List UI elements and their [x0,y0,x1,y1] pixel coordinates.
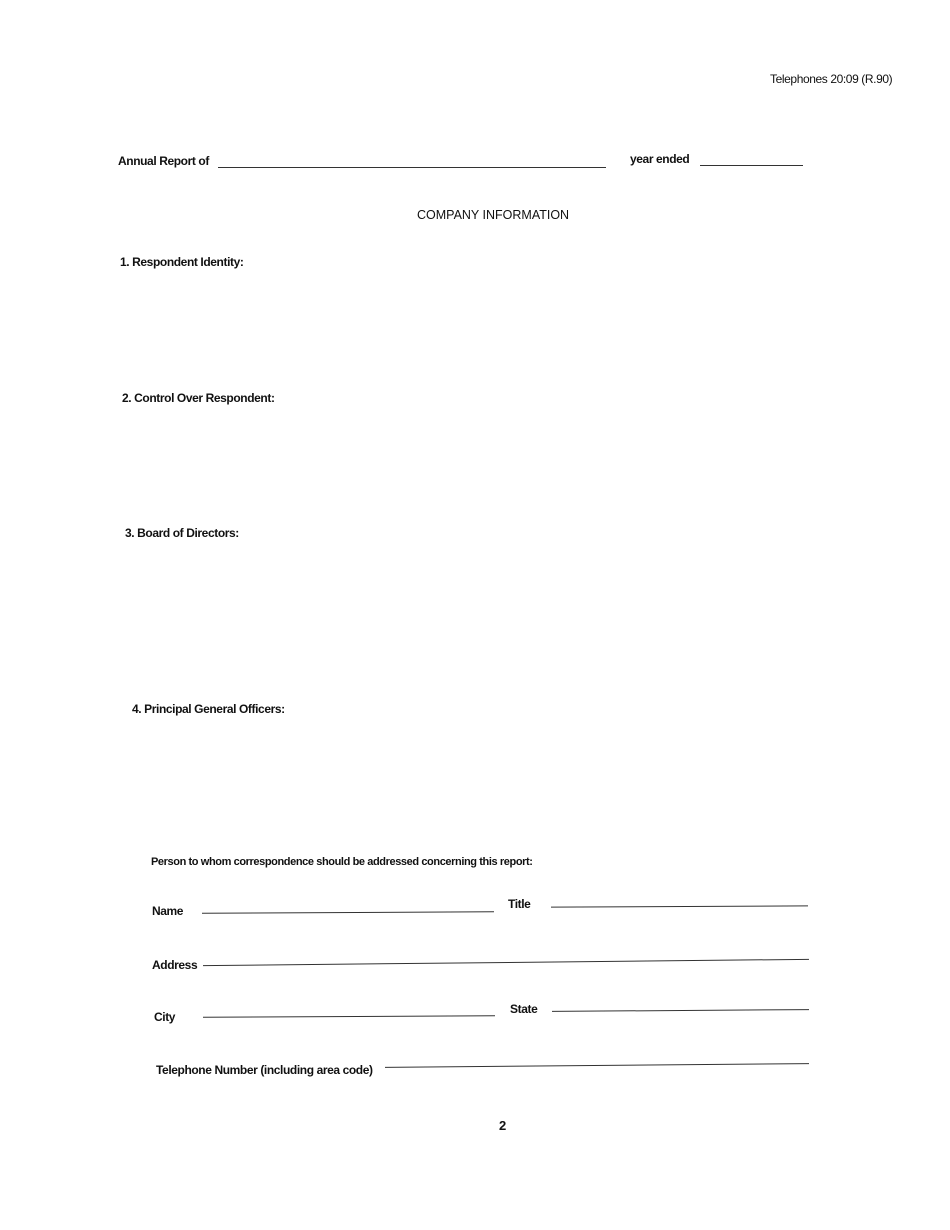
state-field[interactable] [552,992,809,1010]
annual-report-label: Annual Report of [118,154,209,168]
section-board-of-directors: 3. Board of Directors: [125,526,239,540]
page-title: COMPANY INFORMATION [417,208,570,222]
page-number: 2 [499,1118,506,1133]
section-respondent-identity: 1. Respondent Identity: [120,255,244,269]
correspondence-heading: Person to whom correspondence should be addressed concerning this report: [151,856,533,868]
section-control-over-respondent: 2. Control Over Respondent: [122,391,275,405]
section-principal-officers: 4. Principal General Officers: [132,702,285,716]
name-field[interactable] [202,894,494,912]
annual-report-field[interactable] [218,150,606,168]
name-label: Name [152,904,184,918]
city-label: City [154,1010,176,1024]
title-label: Title [508,897,531,911]
address-label: Address [152,958,198,972]
year-ended-field[interactable] [700,148,803,166]
address-field[interactable] [203,944,809,962]
title-field[interactable] [551,888,808,906]
year-ended-label: year ended [630,152,690,166]
city-field[interactable] [203,998,495,1016]
form-id: Telephones 20:09 (R.90) [770,72,893,86]
phone-label: Telephone Number (including area code) [156,1063,373,1077]
phone-field[interactable] [385,1048,809,1066]
state-label: State [510,1002,538,1016]
